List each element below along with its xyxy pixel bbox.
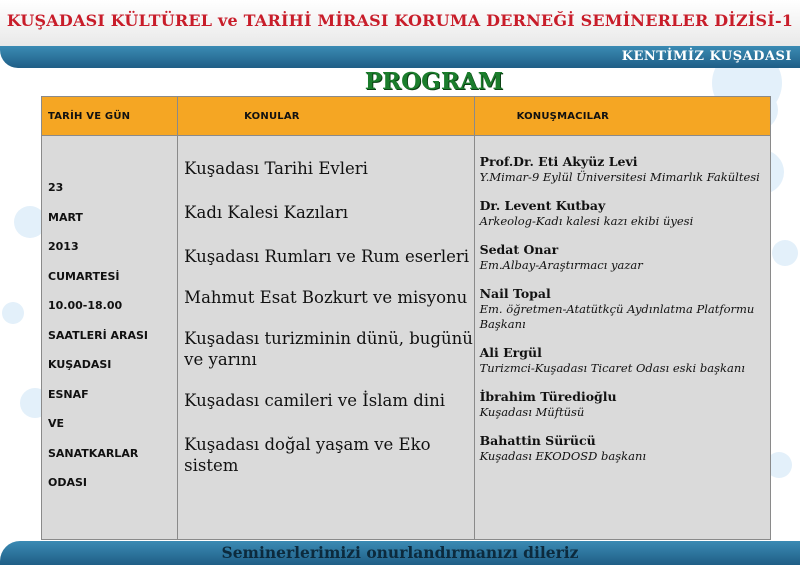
speaker-name: Dr. Levent Kutbay — [479, 198, 606, 213]
speaker-role: Em. öğretmen-Atatütkçü Aydınlatma Platformu Başkanı — [479, 302, 755, 331]
speaker-role: Kuşadası Müftüsü — [479, 405, 585, 419]
speaker-name: Nail Topal — [479, 286, 551, 301]
speaker-name: Prof.Dr. Eti Akyüz Levi — [479, 154, 638, 169]
topic-item: Kuşadası camileri ve İslam dini — [184, 391, 445, 410]
decorative-bubble — [2, 302, 24, 324]
program-table — [41, 96, 771, 540]
date-line: MART — [48, 210, 83, 224]
topics-cell — [178, 136, 474, 540]
date-line: SANATKARLAR — [48, 446, 139, 460]
subtitle-bar — [0, 46, 800, 68]
speaker-name: Ali Ergül — [479, 345, 542, 360]
speaker-name: Bahattin Sürücü — [479, 433, 596, 448]
date-line: 2013 — [48, 240, 79, 253]
topic-item: Mahmut Esat Bozkurt ve misyonu — [184, 288, 468, 307]
topic-item: Kuşadası Tarihi Evleri — [184, 159, 368, 178]
speaker-role: Arkeolog-Kadı kalesi kazı ekibi üyesi — [479, 214, 694, 228]
speaker-entry — [480, 389, 770, 420]
footer-bar — [0, 541, 800, 565]
speaker-entry — [480, 154, 770, 185]
column-header-topics: KONULAR — [178, 97, 474, 136]
table-row — [42, 136, 771, 540]
topic-item: Kadı Kalesi Kazıları — [184, 203, 349, 222]
date-line: 10.00-18.00 — [48, 299, 123, 312]
date-line: KUŞADASI — [48, 358, 112, 371]
footer-text: Seminerlerimizi onurlandırmanızı dileriz — [221, 543, 579, 562]
column-header-speakers: KONUŞMACILAR — [474, 97, 770, 136]
speakers-cell — [474, 136, 770, 540]
date-line: SAATLERİ ARASI — [48, 328, 149, 342]
speaker-entry — [480, 286, 770, 332]
speaker-entry — [480, 242, 770, 273]
speaker-role: Em.Albay-Araştırmacı yazar — [479, 258, 643, 272]
table-header-row — [42, 97, 771, 136]
speaker-name: Sedat Onar — [479, 242, 559, 257]
date-cell — [42, 136, 178, 540]
speaker-entry — [480, 433, 770, 464]
program-title-wrap — [0, 68, 800, 95]
topic-item: Kuşadası doğal yaşam ve Eko sistem — [184, 435, 431, 475]
topic-item: Kuşadası turizminin dünü, bugünü ve yarını — [184, 329, 473, 369]
date-line: ESNAF — [48, 387, 89, 401]
speaker-entry — [480, 198, 770, 229]
topic-item: Kuşadası Rumları ve Rum eserleri — [184, 247, 470, 266]
column-header-date: TARİH VE GÜN — [42, 97, 178, 136]
speaker-name: İbrahim Türedioğlu — [479, 389, 617, 404]
subtitle-text: KENTİMİZ KUŞADASI — [621, 49, 792, 64]
date-line: VE — [48, 417, 65, 430]
date-line: CUMARTESİ — [48, 269, 120, 283]
header-bar — [0, 0, 800, 46]
decorative-bubble — [772, 240, 798, 266]
speaker-role: Y.Mimar-9 Eylül Üniversitesi Mimarlık Fakültesi — [479, 170, 760, 184]
speaker-role: Kuşadası EKODOSD başkanı — [479, 449, 647, 463]
speaker-role: Turizmci-Kuşadası Ticaret Odası eski başkanı — [479, 361, 745, 375]
date-line: ODASI — [48, 476, 88, 489]
header-title: KUŞADASI KÜLTÜREL ve TARİHİ MİRASI KORUMA DERNEĞİ SEMİNERLER DİZİSİ-1 — [6, 11, 794, 30]
speaker-entry — [480, 345, 770, 376]
program-title: PROGRAM — [364, 68, 504, 95]
date-line: 23 — [48, 181, 64, 194]
